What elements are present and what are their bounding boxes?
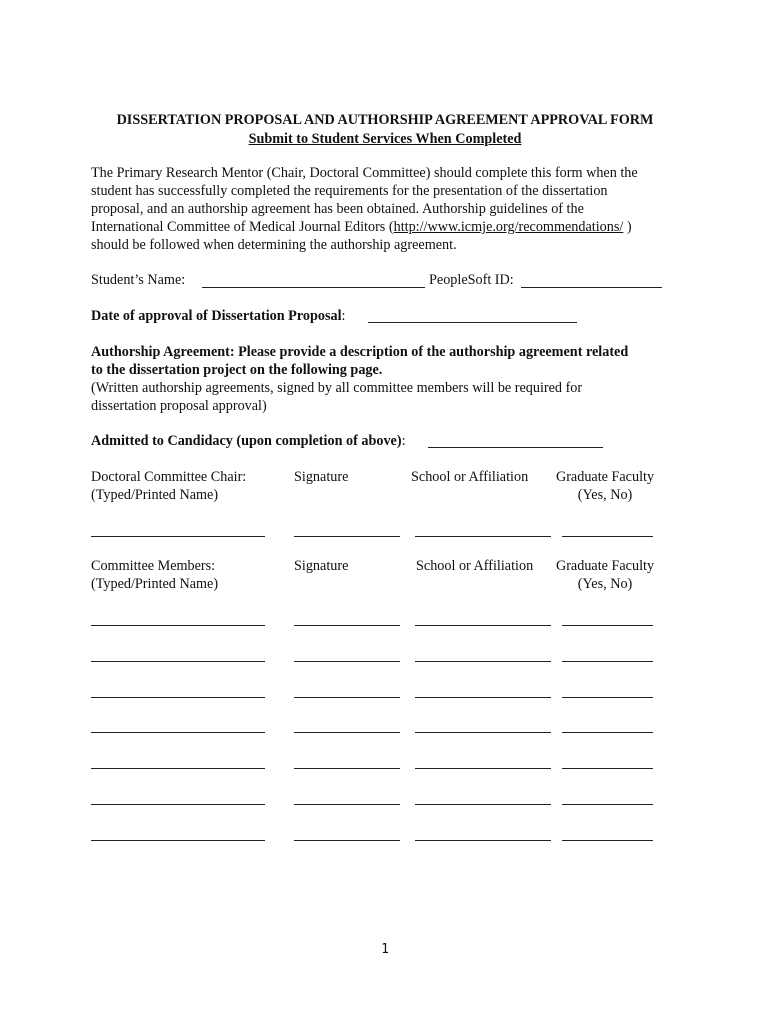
- members-signature-header: Signature: [294, 558, 349, 574]
- intro-text: ): [623, 219, 632, 235]
- member-signature-field[interactable]: [294, 804, 400, 805]
- member-name-field[interactable]: [91, 625, 265, 626]
- chair-signature-header: Signature: [294, 469, 349, 485]
- members-faculty-header: Graduate Faculty: [555, 558, 655, 574]
- member-faculty-field[interactable]: [562, 661, 653, 662]
- chair-name-subheader: (Typed/Printed Name): [91, 487, 219, 503]
- candidacy-colon: :: [401, 433, 406, 449]
- student-name-label: Student’s Name:: [91, 272, 186, 288]
- intro-line: [91, 218, 638, 236]
- authorship-section: [91, 343, 628, 415]
- member-school-field[interactable]: [415, 697, 551, 698]
- intro-line: student has successfully completed the requirements for the presentation of the dissertation: [91, 183, 608, 199]
- chair-name-header: Doctoral Committee Chair:: [91, 469, 247, 485]
- member-school-field[interactable]: [415, 840, 551, 841]
- chair-school-header: School or Affiliation: [411, 469, 529, 485]
- members-name-subheader: (Typed/Printed Name): [91, 576, 219, 592]
- member-faculty-field[interactable]: [562, 840, 653, 841]
- chair-school-field[interactable]: [415, 536, 551, 537]
- candidacy-label: [91, 432, 406, 450]
- chair-signature-field[interactable]: [294, 536, 400, 537]
- authorship-heading: Authorship Agreement: Please provide a description of the authorship agreement related: [91, 344, 629, 360]
- form-title: DISSERTATION PROPOSAL AND AUTHORSHIP AGREEMENT APPROVAL FORM: [116, 112, 654, 128]
- member-name-field[interactable]: [91, 732, 265, 733]
- member-school-field[interactable]: [415, 661, 551, 662]
- member-name-field[interactable]: [91, 768, 265, 769]
- member-signature-field[interactable]: [294, 697, 400, 698]
- form-subtitle: Submit to Student Services When Completed: [248, 131, 522, 147]
- peoplesoft-id-field[interactable]: [521, 287, 662, 288]
- member-faculty-field[interactable]: [562, 804, 653, 805]
- intro-line: The Primary Research Mentor (Chair, Doctoral Committee) should complete this form when the: [91, 165, 638, 181]
- intro-line: should be followed when determining the authorship agreement.: [91, 237, 457, 253]
- member-school-field[interactable]: [415, 625, 551, 626]
- icmje-link[interactable]: http://www.icmje.org/recommendations/: [393, 219, 624, 235]
- member-faculty-field[interactable]: [562, 625, 653, 626]
- member-faculty-field[interactable]: [562, 697, 653, 698]
- proposal-date-field[interactable]: [368, 322, 577, 323]
- members-faculty-subheader: (Yes, No): [577, 576, 633, 592]
- member-name-field[interactable]: [91, 697, 265, 698]
- member-faculty-field[interactable]: [562, 732, 653, 733]
- authorship-note: (Written authorship agreements, signed by all committee members will be required for: [91, 380, 583, 396]
- proposal-date-colon: :: [341, 308, 346, 324]
- chair-faculty-header: Graduate Faculty: [555, 469, 655, 485]
- member-school-field[interactable]: [415, 804, 551, 805]
- authorship-note: dissertation proposal approval): [91, 398, 267, 414]
- peoplesoft-id-label: PeopleSoft ID:: [429, 272, 514, 288]
- member-faculty-field[interactable]: [562, 768, 653, 769]
- member-school-field[interactable]: [415, 732, 551, 733]
- chair-faculty-subheader: (Yes, No): [577, 487, 633, 503]
- member-name-field[interactable]: [91, 804, 265, 805]
- intro-paragraph: [91, 164, 638, 254]
- chair-faculty-field[interactable]: [562, 536, 653, 537]
- member-signature-field[interactable]: [294, 840, 400, 841]
- member-signature-field[interactable]: [294, 768, 400, 769]
- chair-name-field[interactable]: [91, 536, 265, 537]
- authorship-heading: to the dissertation project on the following page.: [91, 362, 383, 378]
- members-name-header: Committee Members:: [91, 558, 216, 574]
- page-number: 1: [381, 942, 389, 957]
- proposal-date-label: [91, 307, 345, 325]
- candidacy-text: Admitted to Candidacy (upon completion of above): [91, 433, 402, 449]
- intro-line: proposal, and an authorship agreement has been obtained. Authorship guidelines of the: [91, 201, 584, 217]
- members-school-header: School or Affiliation: [416, 558, 534, 574]
- member-name-field[interactable]: [91, 661, 265, 662]
- member-signature-field[interactable]: [294, 661, 400, 662]
- intro-text: International Committee of Medical Journal Editors (: [91, 219, 394, 235]
- member-school-field[interactable]: [415, 768, 551, 769]
- member-signature-field[interactable]: [294, 625, 400, 626]
- proposal-date-text: Date of approval of Dissertation Proposal: [91, 308, 342, 324]
- student-name-field[interactable]: [202, 287, 425, 288]
- candidacy-field[interactable]: [428, 447, 603, 448]
- member-signature-field[interactable]: [294, 732, 400, 733]
- member-name-field[interactable]: [91, 840, 265, 841]
